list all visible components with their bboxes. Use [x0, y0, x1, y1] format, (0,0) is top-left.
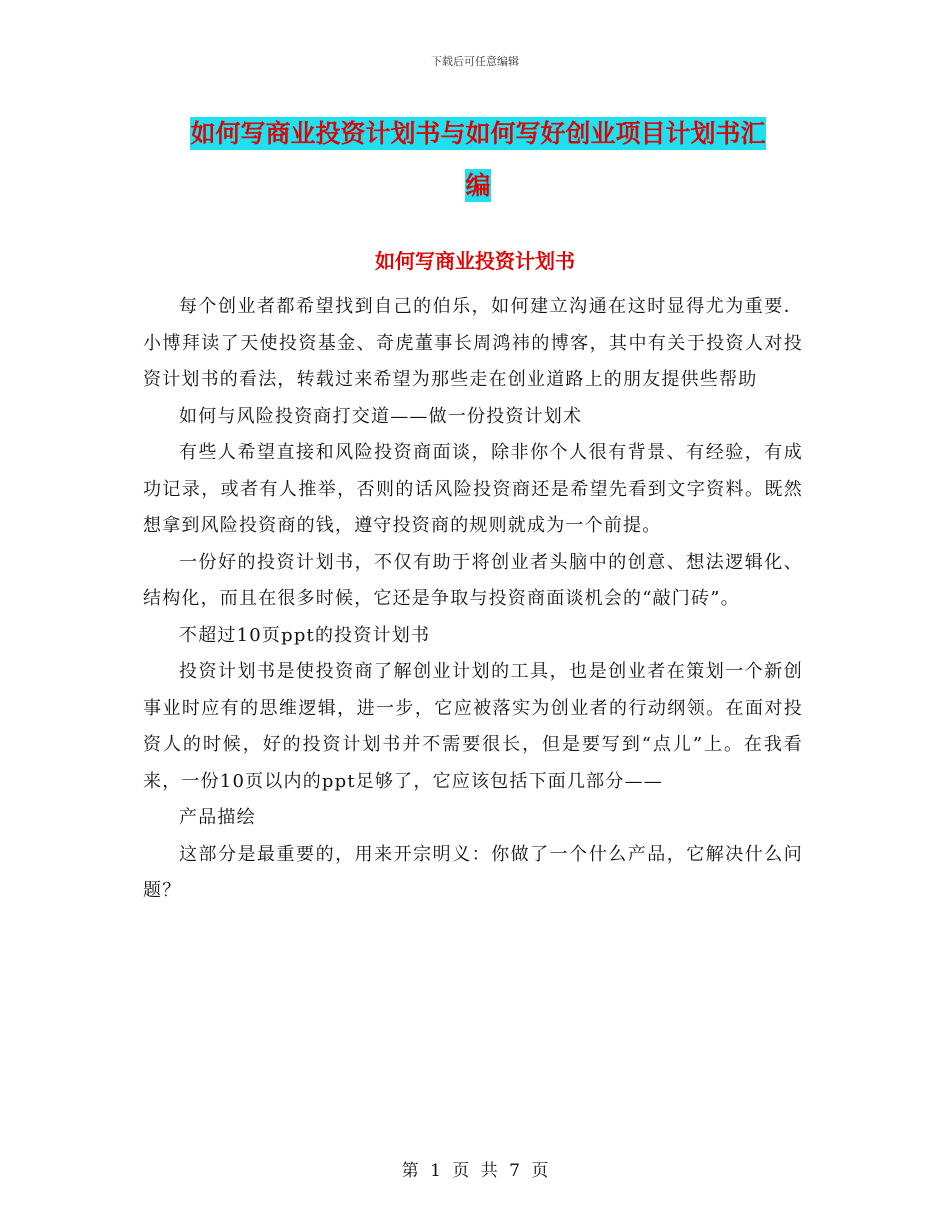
page-number: 第 1 页 共 7 页 [401, 1161, 549, 1181]
paragraph-intro: 每个创业者都希望找到自己的伯乐，如何建立沟通在这时显得尤为重要．小博拜读了天使投资基金、奇虎董事长周鸿祎的博客，其中有关于投资人对投资计划书的看法，转载过来希望为那些走在创业道路上的朋友提供些帮助 [143, 296, 803, 390]
body-content [143, 289, 803, 910]
paragraph-product-desc: 这部分是最重要的，用来开宗明义：你做了一个什么产品，它解决什么问题？ [143, 843, 803, 901]
section-title: 如何写商业投资计划书 [375, 249, 575, 273]
document-title [143, 108, 813, 212]
paragraph-heading-ppt: 不超过10页ppt的投资计划书 [179, 624, 431, 646]
document-title-line-2: 编 [465, 171, 491, 200]
header-note: 下载后可任意编辑 [431, 55, 519, 68]
document-title-line-1: 如何写商业投资计划书与如何写好创业项目计划书汇 [190, 119, 766, 148]
paragraph-good-plan: 一份好的投资计划书，不仅有助于将创业者头脑中的创意、想法逻辑化、结构化，而且在很多时候，它还是争取与投资商面谈机会的“敲门砖”。 [143, 551, 803, 609]
paragraph-vc-meeting: 有些人希望直接和风险投资商面谈，除非你个人很有背景、有经验，有成功记录，或者有人推举，否则的话风险投资商还是希望先看到文字资料。既然想拿到风险投资商的钱，遵守投资商的规则就成为一个前提。 [143, 442, 803, 536]
paragraph-heading-product: 产品描绘 [179, 807, 256, 828]
paragraph-plan-tool: 投资计划书是使投资商了解创业计划的工具，也是创业者在策划一个新创事业时应有的思维逻辑，进一步，它应被落实为创业者的行动纲领。在面对投资人的时候，好的投资计划书并不需要很长，但是要写到“点儿”上。在我看来，一份10页以内的ppt足够了，它应该包括下面几部分—— [143, 661, 803, 792]
paragraph-heading-vc: 如何与风险投资商打交道——做一份投资计划术 [179, 405, 583, 427]
